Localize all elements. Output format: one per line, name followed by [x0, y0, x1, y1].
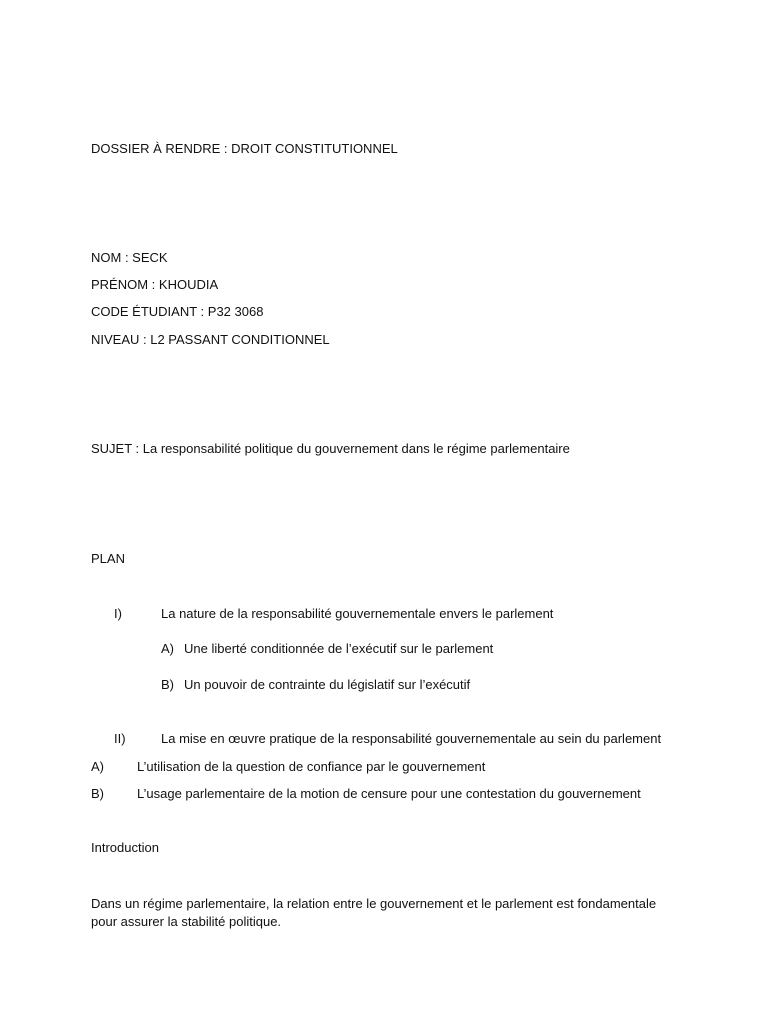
introduction-paragraph: Dans un régime parlementaire, la relation entre le gouvernement et le parlement est fondamentale pour assurer la stabilité politique. [91, 896, 657, 929]
plan-heading: PLAN [91, 551, 125, 566]
document-title: DOSSIER À RENDRE : DROIT CONSTITUTIONNEL [91, 141, 398, 156]
plan-part2-marker: II) [114, 731, 126, 746]
student-firstname: PRÉNOM : KHOUDIA [91, 277, 219, 292]
plan-part1-a-marker: A) [161, 641, 174, 656]
introduction-heading: Introduction [91, 840, 159, 855]
plan-part2-title: La mise en œuvre pratique de la responsabilité gouvernementale au sein du parlement [161, 731, 662, 746]
subject-line: SUJET : La responsabilité politique du gouvernement dans le régime parlementaire [91, 441, 570, 456]
student-code: CODE ÉTUDIANT : P32 3068 [91, 304, 264, 319]
plan-part2-a-marker: A) [91, 759, 104, 774]
plan-part1-title: La nature de la responsabilité gouvernementale envers le parlement [161, 606, 554, 621]
plan-part1-b-text: Un pouvoir de contrainte du législatif sur l’exécutif [184, 677, 471, 692]
plan-part2-a-text: L’utilisation de la question de confiance par le gouvernement [137, 759, 486, 774]
student-name: NOM : SECK [91, 250, 168, 265]
plan-part2-b-text: L’usage parlementaire de la motion de censure pour une contestation du gouvernement [137, 786, 641, 801]
plan-part1-a-text: Une liberté conditionnée de l’exécutif sur le parlement [184, 641, 494, 656]
plan-part2-b-marker: B) [91, 786, 104, 801]
plan-part1-marker: I) [114, 606, 122, 621]
student-level: NIVEAU : L2 PASSANT CONDITIONNEL [91, 332, 330, 347]
plan-part1-b-marker: B) [161, 677, 174, 692]
